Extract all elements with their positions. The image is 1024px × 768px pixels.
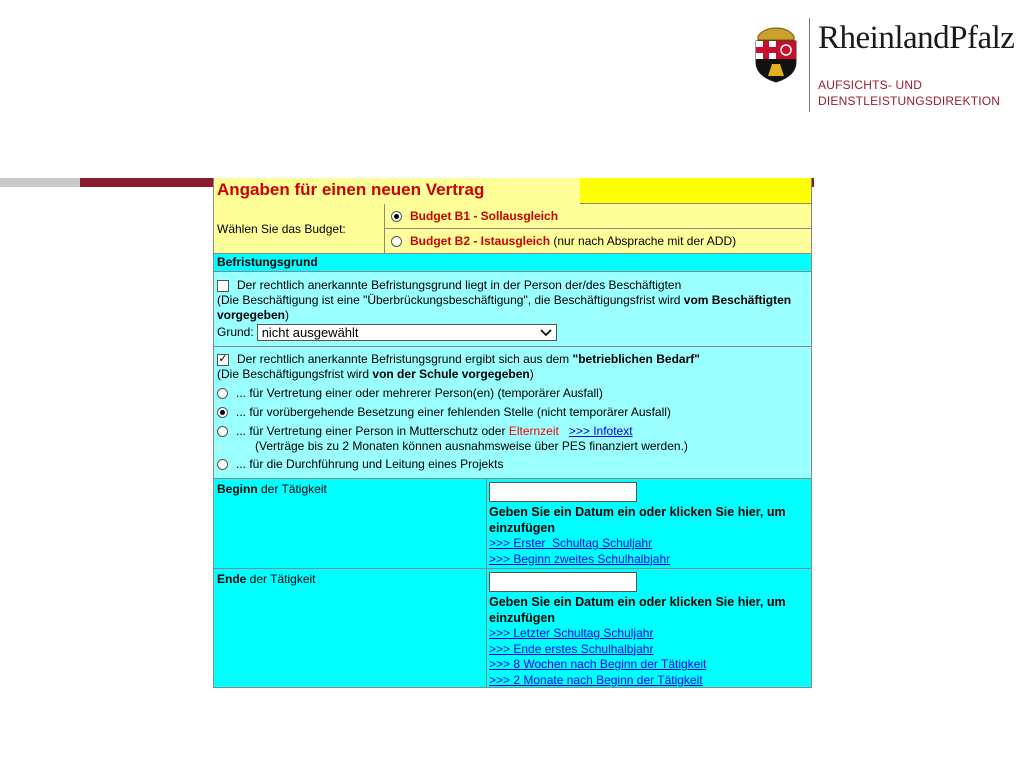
betrieb-opt1-label: ... für Vertretung einer oder mehrerer Person(en) (temporärer Ausfall)	[236, 386, 603, 400]
beginn-hint: Geben Sie ein Datum ein oder klicken Sie hier, um einzufügen	[489, 505, 786, 535]
brand-name: RheinlandPfalz	[818, 20, 1015, 56]
betrieb-opt3-text: ... für Vertretung einer Person in Mutterschutz oder	[236, 424, 509, 438]
beginn-label-bold: Beginn	[217, 482, 258, 496]
befristung-header: Befristungsgrund	[214, 254, 811, 272]
betrieb-opt3-label	[236, 424, 559, 439]
form-title-row	[214, 178, 811, 204]
person-checkbox[interactable]	[217, 280, 229, 292]
betrieb-opt4-radio[interactable]	[217, 459, 228, 470]
grund-select[interactable]	[257, 324, 557, 341]
betrieb-note-end: )	[529, 367, 534, 381]
betrieb-note-text: (Die Beschäftigungsfrist wird	[217, 367, 373, 381]
betrieb-checkbox-label	[237, 352, 700, 367]
beginn-label-rest: der Tätigkeit	[257, 482, 327, 496]
person-note-end: )	[285, 308, 290, 322]
betrieb-opt3-radio[interactable]	[217, 426, 228, 437]
budget-b2-label: Budget B2 - Istausgleich	[410, 234, 551, 249]
ende-label	[214, 569, 487, 687]
befristung-betrieb-section	[214, 347, 811, 479]
betrieb-note-bold: von der Schule vorgegeben	[372, 367, 530, 381]
coat-of-arms-icon	[752, 24, 800, 84]
org-line-2: DIENSTLEISTUNGSDIREKTION	[818, 94, 1001, 108]
beginn-link-first-day[interactable]: >>> Erster Schultag Schuljahr	[489, 536, 653, 550]
elternzeit-text: Elternzeit	[508, 424, 559, 438]
infotext-link[interactable]: >>> Infotext	[568, 424, 633, 438]
budget-b1-radio[interactable]	[391, 211, 402, 222]
budget-b2-radio[interactable]	[391, 236, 402, 247]
chevron-down-icon	[540, 329, 552, 337]
budget-option-b1[interactable]	[385, 204, 811, 228]
person-note-text: (Die Beschäftigung ist eine "Überbrückungsbeschäftigung", die Beschäftigungsfrist wird	[217, 293, 684, 307]
budget-row	[214, 204, 811, 254]
ende-date-input[interactable]	[489, 572, 637, 592]
ende-row	[214, 569, 811, 688]
betrieb-opt2-label: ... für vorübergehende Besetzung einer fehlenden Stelle (nicht temporärer Ausfall)	[236, 405, 671, 419]
ende-label-bold: Ende	[217, 572, 247, 586]
betrieb-label-text: Der rechtlich anerkannte Befristungsgrund ergibt sich aus dem	[237, 352, 573, 366]
budget-b2-note: (nur nach Absprache mit der ADD)	[550, 234, 737, 249]
beginn-link-second-half[interactable]: >>> Beginn zweites Schulhalbjahr	[489, 551, 671, 566]
person-note	[217, 293, 808, 323]
budget-b1-label: Budget B1 - Sollausgleich	[410, 209, 559, 224]
betrieb-option-1[interactable]	[217, 386, 808, 401]
ende-label-rest: der Tätigkeit	[246, 572, 316, 586]
ende-link-last-day[interactable]: >>> Letzter Schultag Schuljahr	[489, 626, 654, 640]
rlp-logo	[752, 18, 1015, 118]
betrieb-note	[217, 367, 808, 382]
budget-option-b2[interactable]	[385, 228, 811, 253]
decorative-bar-grey	[0, 178, 80, 187]
beginn-date-input[interactable]	[489, 482, 637, 502]
grund-select-value: nicht ausgewählt	[261, 325, 359, 340]
betrieb-opt1-radio[interactable]	[217, 388, 228, 399]
form-title: Angaben für einen neuen Vertrag	[214, 178, 580, 204]
ende-link-8-weeks[interactable]: >>> 8 Wochen nach Beginn der Tätigkeit	[489, 657, 707, 671]
beginn-label	[214, 479, 487, 568]
betrieb-option-3[interactable]	[217, 424, 808, 439]
betrieb-opt4-label: ... für die Durchführung und Leitung eines Projekts	[236, 457, 504, 471]
ende-hint: Geben Sie ein Datum ein oder klicken Sie hier, um einzufügen	[489, 595, 786, 625]
befristung-person-section	[214, 272, 811, 347]
ende-link-2-months[interactable]: >>> 2 Monate nach Beginn der Tätigkeit	[489, 672, 703, 687]
betrieb-opt3-note: (Verträge bis zu 2 Monaten können ausnahmsweise über PES finanziert werden.)	[255, 439, 688, 453]
betrieb-checkbox[interactable]: ✓	[218, 352, 228, 365]
org-line-1: AUFSICHTS- UND	[818, 78, 923, 92]
betrieb-option-2[interactable]	[217, 405, 808, 420]
betrieb-option-4[interactable]	[217, 457, 808, 472]
beginn-row	[214, 479, 811, 569]
contract-form	[213, 178, 812, 688]
budget-label: Wählen Sie das Budget:	[214, 204, 385, 253]
betrieb-opt2-radio[interactable]	[217, 407, 228, 418]
ende-link-first-half-end[interactable]: >>> Ende erstes Schulhalbjahr	[489, 641, 654, 656]
grund-label: Grund:	[217, 325, 254, 339]
person-checkbox-label: Der rechtlich anerkannte Befristungsgrund liegt in der Person der/des Beschäftigten	[237, 278, 682, 292]
person-note-bold: vom Beschäftigten vorgegeben	[217, 293, 792, 322]
betrieb-label-bold: "betrieblichen Bedarf"	[572, 352, 700, 366]
